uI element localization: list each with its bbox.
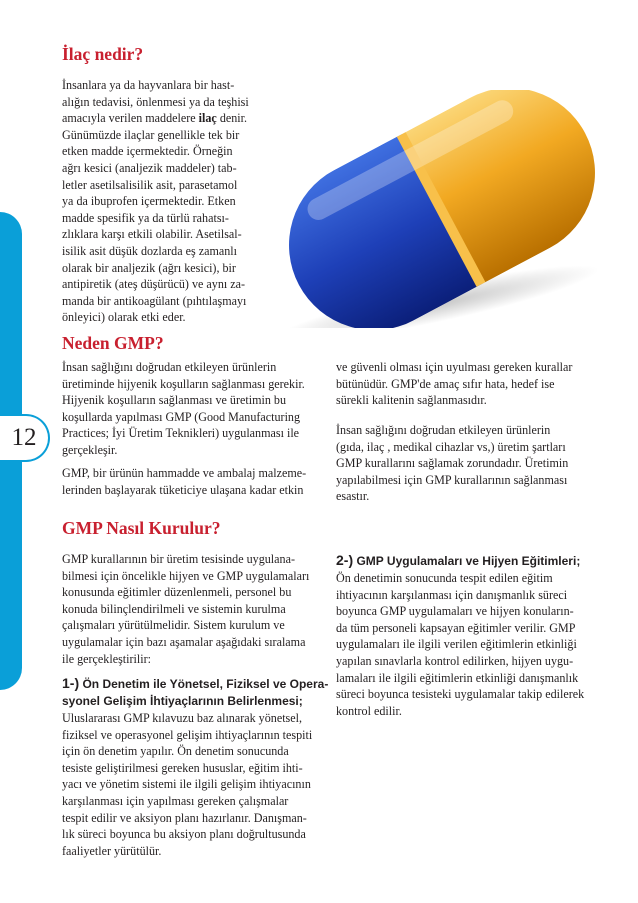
section2-col2-p2: İnsan sağlığını doğrudan etkileyen ürünlerin (gıda, ilaç , medikal cihazlar vs,) üretim şartları GMP kurallarını sağlamak zorundadır. Üretimin yapılabilmesi için GMP kurallarının sağlanması esastır. [336, 423, 569, 504]
section1-body-bold: ilaç [198, 111, 217, 126]
step1-heading [62, 675, 342, 710]
step1-number: 1-) [62, 675, 80, 691]
section2-col2-p1: ve güvenli olması için uyulması gereken kurallar bütünüdür. GMP'de amaç sıfır hata, hedef ise sürekli kalitenin sağlanmasıdır. [336, 360, 573, 408]
capsule-pill-illustration [262, 90, 622, 328]
section3-intro: GMP kurallarının bir üretim tesisinde uygulana- bilmesi için öncelikle hijyen ve GMP uygulamaları konusunda eğitimler düzenlenmeli, personel bu konuda bilinçlendirilmeli ve sistemin kurulma çalışmaları yürütülmelidir. Sistem kurulum ve uygulamalar için bazı aşamalar aşağıdaki sıralama ile gerçekleştirilir: [62, 552, 310, 666]
section1-body-before: İnsanlara ya da hayvanlara bir hast- alığın tedavisi, önlenmesi ya da teşhisi amacıyla verilen maddelere [62, 78, 249, 126]
step1-body: Uluslararası GMP kılavuzu baz alınarak yönetsel, fiziksel ve operasyonel gelişim ihtiyaçlarının tespiti için ön denetim yapılır. Ön denetim sonucunda tesiste geliştirilmesi gereken hususlar, eğitim ihti- yacı ve yönetim sistemi ile ilgili gelişim ihtiyacının karşılanması için yapılması gereken çalışmalar tespit edilir ve aksiyon planı hazırlanır. Danışman- lık süreci boyunca bu aksiyon planı doğrultusunda faaliyetler yürütülür. [62, 711, 313, 858]
step2-title: GMP Uygulamaları ve Hijyen Eğitimleri; [353, 554, 581, 568]
step2-block [336, 552, 616, 719]
step2-heading [336, 552, 616, 570]
section2-title: Neden GMP? [62, 333, 164, 353]
section1-body [62, 77, 277, 326]
section2-col1-p1: İnsan sağlığını doğrudan etkileyen ürünlerin üretiminde hijyenik koşulların sağlanması gerekir. Hijyenik koşulların sağlanması ve üretimin bu koşullarda yapılması GMP (Good Manufacturing Practices; İyi Üretim Teknikleri) uygulanması ile gerçekleşir. [62, 360, 305, 457]
step1-title: Ön Denetim ile Yönetsel, Fiziksel ve Opera- syonel Gelişim İhtiyaçlarının Belirlenmesi; [62, 677, 329, 708]
section3-title: GMP Nasıl Kurulur? [62, 518, 221, 538]
step2-number: 2-) [336, 552, 354, 568]
page-number-badge [0, 414, 50, 462]
step2-body: Ön denetimin sonucunda tespit edilen eğitim ihtiyacının karşılanması için danışmanlık süreci boyunca GMP uygulamaları ve hijyen konuların- da tüm personeli kapsayan eğitimler verilir. GMP uygulamaları ile ilgili verilen eğitimlerin etkinliği yapılan sınavlarla kontrol edilirken, hijyen uygu- lamaları ile ilgili eğitimlerin etkinliği danışmanlık süreci boyunca tesisteki uygulamalar takip edilerek kontrol edilir. [336, 571, 585, 718]
section1-title: İlaç nedir? [62, 44, 144, 64]
step1-block [62, 675, 342, 859]
section2-col1-p2: GMP, bir ürünün hammadde ve ambalaj malzeme- lerinden başlayarak tüketiciye ulaşana kadar etkin [62, 466, 307, 497]
page-number: 12 [11, 424, 37, 451]
section1-body-after: denir. Günümüzde ilaçlar genellikle tek bir etken madde içermektedir. Örneğin ağrı kesici (analjezik maddeler) tab- letler asetilsalisilik asit, parasetamol ya da ibuprofen içermektedir. Etken madde spesifik ya da türlü rahatsı- zlıklara karşı etkili olabilir. Asetilsal- isilik asit düşük dozlarda eş zamanlı olarak bir analjezik (ağrı kesici), bir antipiretik (ateş düşürücü) ve aynı za- manda bir antikoagülant (pıhtılaşmayı önleyici) olarak etki eder. [62, 111, 248, 325]
